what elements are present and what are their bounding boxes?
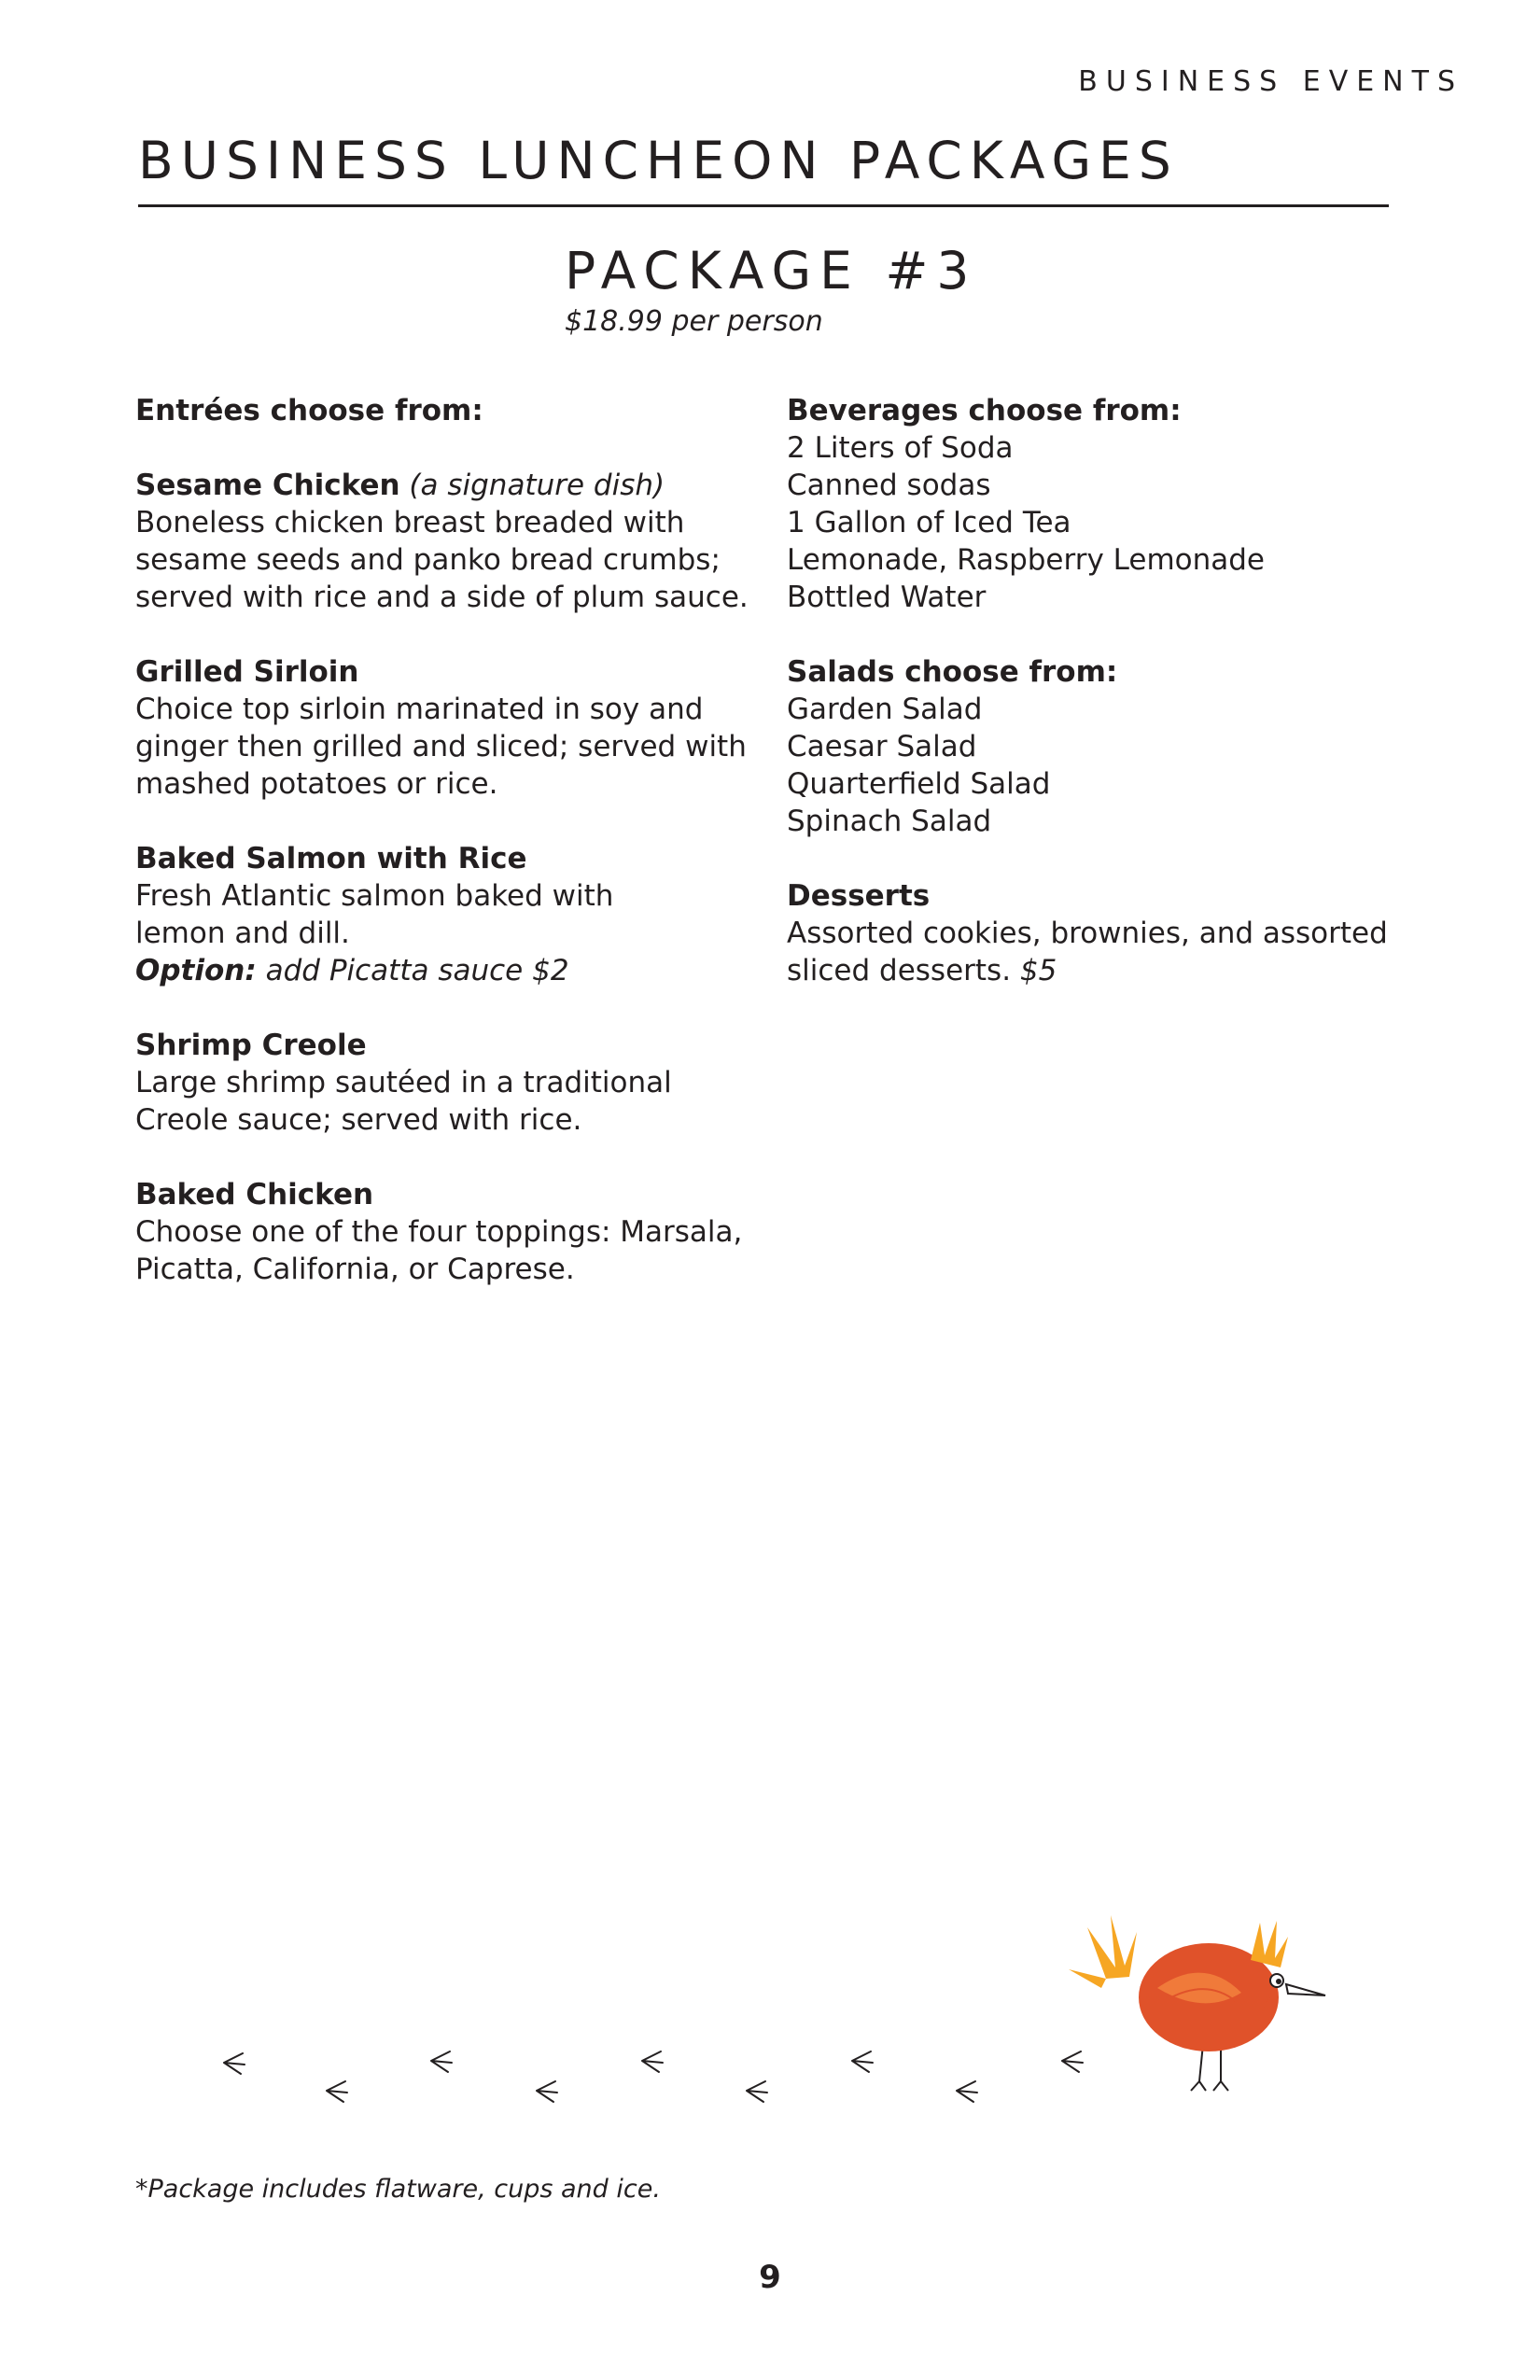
beverage-item: 1 Gallon of Iced Tea — [787, 506, 1071, 539]
footprint-trail — [224, 2051, 1083, 2102]
footnote: *Package includes flatware, cups and ice. — [135, 2175, 661, 2204]
footprint-icon — [431, 2051, 452, 2072]
running-header: BUSINESS EVENTS — [1078, 65, 1463, 98]
beverages-heading: Beverages choose from: — [787, 394, 1182, 427]
page-number: 9 — [759, 2259, 781, 2296]
entree-description-line: served with rice and a side of plum sauce. — [135, 581, 749, 614]
entree-name: Sesame Chicken — [135, 469, 400, 502]
footprint-icon — [327, 2081, 347, 2102]
entree-name: Grilled Sirloin — [135, 655, 359, 689]
salad-item: Caesar Salad — [787, 730, 977, 763]
beverage-item: 2 Liters of Soda — [787, 431, 1014, 465]
footprint-icon — [852, 2051, 873, 2072]
beverage-item: Canned sodas — [787, 469, 991, 502]
beverage-item: Bottled Water — [787, 581, 987, 614]
footprint-icon — [747, 2081, 767, 2102]
footprint-icon — [1062, 2051, 1083, 2072]
entree-description-line: sesame seeds and panko bread crumbs; — [135, 543, 721, 577]
entree-name: Baked Chicken — [135, 1178, 374, 1211]
option-label: Option: — [135, 954, 257, 987]
salads-heading: Salads choose from: — [787, 655, 1118, 689]
entree-description-line: mashed potatoes or rice. — [135, 767, 498, 801]
bird-icon — [1069, 1915, 1325, 2091]
sides-column — [787, 392, 1459, 1027]
salad-item: Garden Salad — [787, 693, 983, 726]
entree-description-line: Creole sauce; served with rice. — [135, 1103, 582, 1137]
entree-description-line: Boneless chicken breast breaded with — [135, 506, 685, 539]
entree-note: (a signature dish) — [409, 469, 665, 502]
entree-item — [135, 840, 779, 989]
entree-option-line — [135, 952, 779, 989]
entrees-column — [135, 392, 779, 1325]
entree-description-line: lemon and dill. — [135, 917, 350, 950]
page-title: BUSINESS LUNCHEON PACKAGES — [138, 131, 1179, 190]
entree-item — [135, 653, 779, 803]
entree-description-line: Choose one of the four toppings: Marsala, — [135, 1215, 743, 1249]
salads-section — [787, 653, 1459, 840]
entree-item — [135, 1027, 779, 1139]
beverage-item: Lemonade, Raspberry Lemonade — [787, 543, 1265, 577]
footprint-icon — [537, 2081, 557, 2102]
entree-item — [135, 467, 779, 616]
entree-description-line: Fresh Atlantic salmon baked with — [135, 879, 614, 913]
entrees-heading-block — [135, 392, 779, 429]
footprint-icon — [224, 2053, 245, 2074]
desserts-description-line: Assorted cookies, brownies, and assorted — [787, 917, 1388, 950]
option-text: add Picatta sauce $2 — [265, 954, 569, 987]
desserts-heading: Desserts — [787, 879, 931, 913]
desserts-description-line — [787, 952, 1459, 989]
footprint-icon — [957, 2081, 977, 2102]
desserts-description-text: sliced desserts. — [787, 954, 1012, 987]
desserts-price: $5 — [1019, 954, 1057, 987]
salad-item: Spinach Salad — [787, 805, 992, 838]
entree-description-line: Picatta, California, or Caprese. — [135, 1253, 575, 1286]
footprint-icon — [642, 2051, 663, 2072]
entree-description-line: Large shrimp sautéed in a traditional — [135, 1066, 672, 1099]
salad-item: Quarterfield Salad — [787, 767, 1051, 801]
entree-name: Baked Salmon with Rice — [135, 842, 527, 875]
package-title: PACKAGE #3 — [565, 241, 978, 301]
beverages-section — [787, 392, 1459, 616]
package-price: $18.99 per person — [565, 305, 823, 338]
entree-name: Shrimp Creole — [135, 1029, 367, 1062]
entree-title-line — [135, 467, 779, 504]
entree-description-line: ginger then grilled and sliced; served with — [135, 730, 747, 763]
entree-description-line: Choice top sirloin marinated in soy and — [135, 693, 704, 726]
entree-item — [135, 1176, 779, 1288]
desserts-section — [787, 877, 1459, 989]
bird-illustration — [187, 1904, 1363, 2147]
title-divider — [138, 204, 1389, 207]
entrees-heading: Entrées choose from: — [135, 394, 483, 427]
